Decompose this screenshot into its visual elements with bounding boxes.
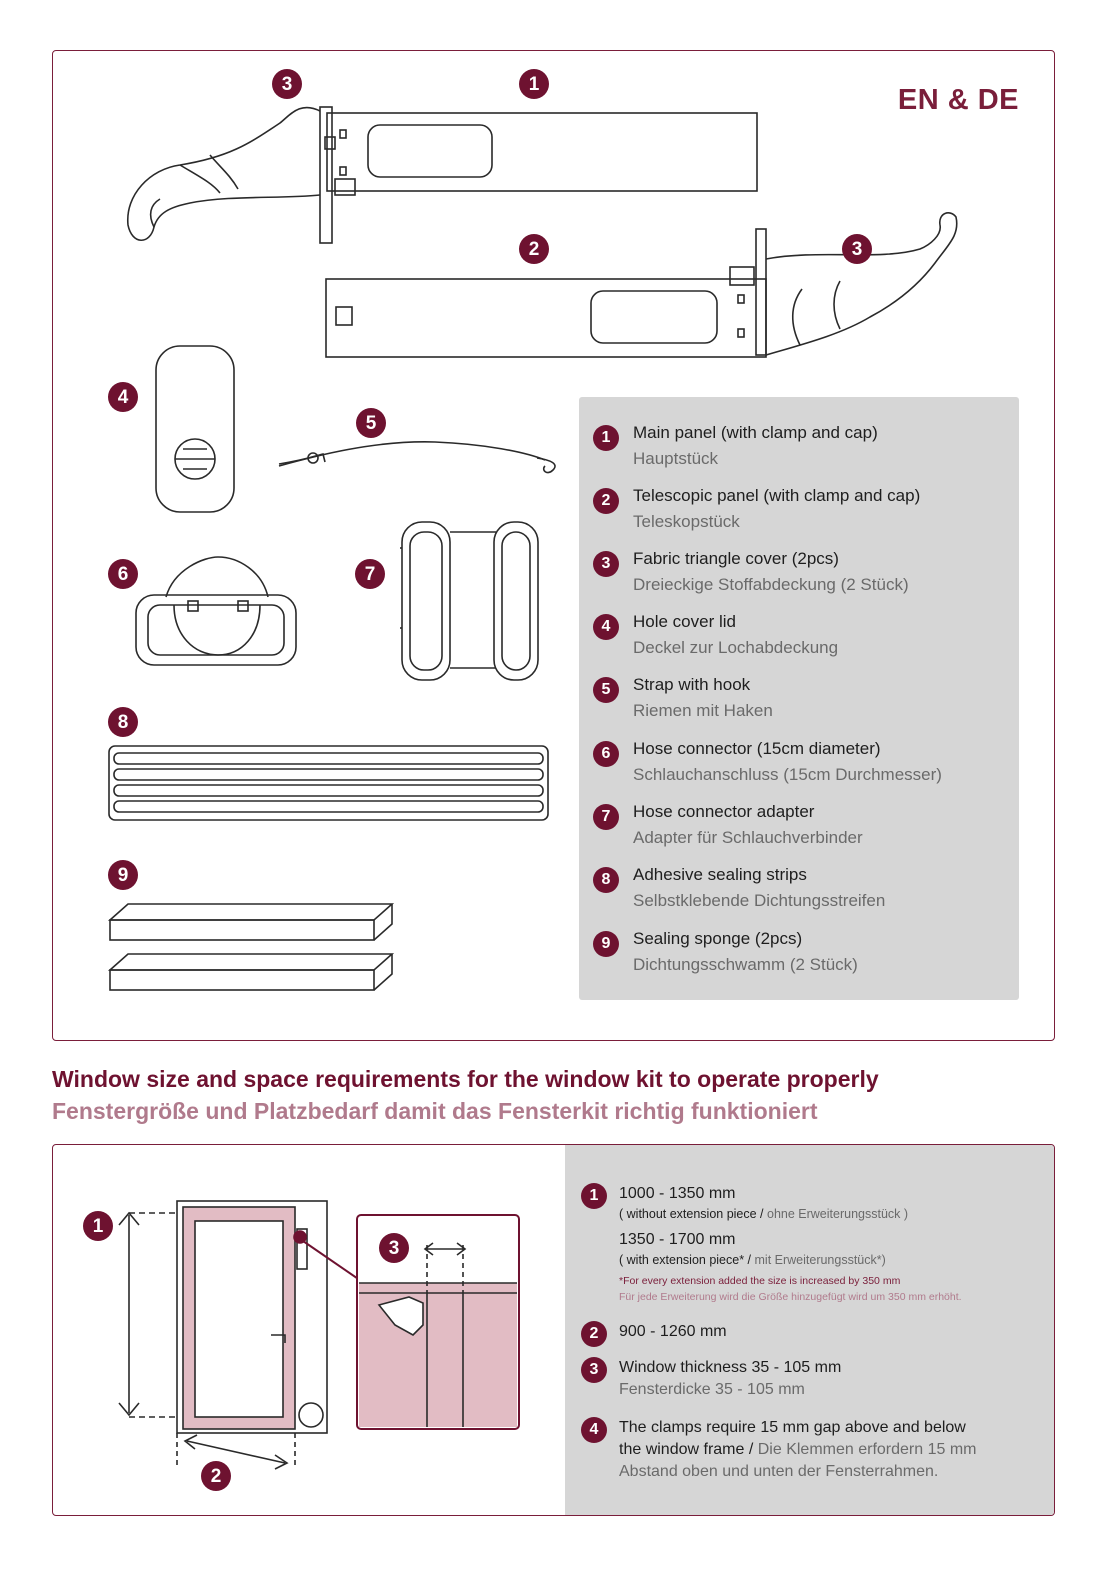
legend-label-en: Telescopic panel (with clamp and cap) [633, 486, 921, 505]
legend-label-de: Dichtungsschwamm (2 Stück) [633, 955, 858, 974]
part-9-badge: 9 [108, 860, 138, 890]
legend-label-en: Hose connector (15cm diameter) [633, 739, 881, 758]
part-3-badge-top: 3 [272, 69, 302, 99]
legend-label-de: Selbstklebende Dichtungsstreifen [633, 891, 886, 910]
diagram-badge-2: 2 [201, 1461, 231, 1491]
note-en: ( without extension piece / [619, 1207, 767, 1221]
range-with-extension: 1350 - 1700 mm [619, 1231, 736, 1248]
part-5-badge: 5 [356, 408, 386, 438]
legend-badge-1: 1 [593, 425, 619, 451]
note-without-extension [619, 1205, 962, 1223]
section-title-en: Window size and space requirements for the window kit to operate properly [52, 1066, 879, 1092]
section-title-de: Fenstergröße und Platzbedarf damit das Fensterkit richtig funktioniert [52, 1098, 818, 1124]
legend-label-en: Hose connector adapter [633, 802, 815, 821]
legend-badge-8: 8 [593, 867, 619, 893]
legend-label-de: Dreieckige Stoffabdeckung (2 Stück) [633, 575, 909, 594]
requirement-badge-3: 3 [581, 1357, 607, 1383]
hose-connector-adapter-illustration [398, 518, 543, 684]
note-en: ( with extension piece* / [619, 1253, 755, 1267]
part-2-badge: 2 [519, 234, 549, 264]
telescopic-panel-illustration [320, 205, 970, 365]
part-3-badge-bottom: 3 [842, 234, 872, 264]
window-diagram [73, 1185, 553, 1505]
part-8-badge: 8 [108, 707, 138, 737]
part-4-badge: 4 [108, 382, 138, 412]
hole-cover-lid-illustration [155, 345, 235, 515]
range-without-extension: 1000 - 1350 mm [619, 1185, 736, 1202]
legend-label-de: Deckel zur Lochabdeckung [633, 638, 839, 657]
diagram-badge-3: 3 [379, 1233, 409, 1263]
requirements-panel [565, 1145, 1055, 1515]
note-de: ohne Erweiterungsstück ) [767, 1207, 909, 1221]
legend-badge-2: 2 [593, 488, 619, 514]
legend-badge-6: 6 [593, 741, 619, 767]
window-thickness-en: Window thickness 35 - 105 mm [619, 1359, 842, 1376]
legend-badge-5: 5 [593, 677, 619, 703]
part-6-badge: 6 [108, 559, 138, 589]
sealing-sponge-illustration [108, 900, 394, 992]
clamp-gap-de-line2: Die Klemmen erfordern 15 mm [757, 1441, 977, 1458]
legend-label-en: Strap with hook [633, 675, 751, 694]
legend-label-de: Hauptstück [633, 449, 719, 468]
legend-badge-3: 3 [593, 551, 619, 577]
hose-connector-illustration [134, 555, 299, 670]
requirement-badge-2: 2 [581, 1321, 607, 1347]
clamp-gap-en-line1: The clamps require 15 mm gap above and below [619, 1419, 966, 1436]
clamp-gap-de-line3: Abstand oben und unten der Fensterrahmen. [619, 1463, 939, 1480]
legend-label-de: Adapter für Schlauchverbinder [633, 828, 863, 847]
diagram-badge-1: 1 [83, 1211, 113, 1241]
legend-label-en: Adhesive sealing strips [633, 865, 807, 884]
note-with-extension [619, 1251, 962, 1269]
legend-badge-4: 4 [593, 614, 619, 640]
parts-legend [579, 397, 1019, 1000]
legend-label-en: Hole cover lid [633, 612, 736, 631]
language-label: EN & DE [897, 84, 1019, 116]
part-7-badge: 7 [355, 559, 385, 589]
legend-label-en: Fabric triangle cover (2pcs) [633, 549, 839, 568]
legend-label-de: Riemen mit Haken [633, 701, 773, 720]
requirement-badge-4: 4 [581, 1417, 607, 1443]
legend-label-en: Sealing sponge (2pcs) [633, 929, 803, 948]
clamp-gap-en-line2: the window frame / [619, 1441, 758, 1458]
legend-badge-9: 9 [593, 931, 619, 957]
window-thickness-de: Fensterdicke 35 - 105 mm [619, 1381, 805, 1398]
clamp-gap-line2 [619, 1439, 976, 1461]
legend-label-de: Teleskopstück [633, 512, 740, 531]
part-1-badge: 1 [519, 69, 549, 99]
requirements-frame [52, 1144, 1055, 1516]
legend-label-de: Schlauchanschluss (15cm Durchmesser) [633, 765, 942, 784]
window-width-range: 900 - 1260 mm [619, 1323, 727, 1340]
note-de: mit Erweiterungsstück*) [754, 1253, 886, 1267]
footnote-en: *For every extension added the size is increased by 350 mm [619, 1275, 901, 1287]
footnote-de: Für jede Erweiterung wird die Größe hinzugefügt wird um 350 mm erhöht. [619, 1291, 962, 1303]
adhesive-sealing-strips-illustration [108, 745, 550, 823]
legend-label-en: Main panel (with clamp and cap) [633, 423, 878, 442]
legend-badge-7: 7 [593, 804, 619, 830]
strap-with-hook-illustration [275, 430, 565, 490]
requirement-badge-1: 1 [581, 1183, 607, 1209]
